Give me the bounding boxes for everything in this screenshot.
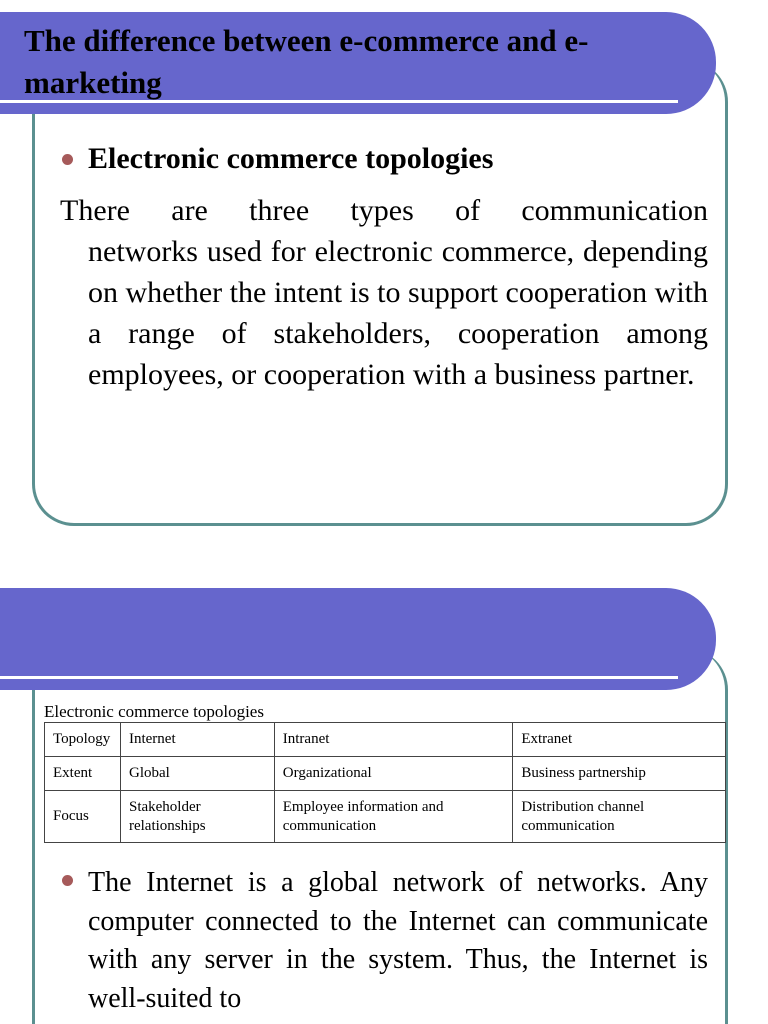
table-cell: Extranet [513, 723, 726, 757]
table-cell: Business partnership [513, 757, 726, 791]
table-cell: Stakeholder relationships [120, 791, 274, 843]
table-row [45, 723, 726, 757]
table-cell: Distribution channel communication [513, 791, 726, 843]
bullet-heading: Electronic commerce topologies [88, 142, 494, 175]
paragraph-text: networks used for electronic commerce, depending on whether the intent is to support cooperation with a range of stakeholders, cooperation among employees, or cooperation with a business partner. [88, 235, 708, 391]
table-cell: Employee information and communication [274, 791, 513, 843]
table-row [45, 757, 726, 791]
table-cell: Internet [120, 723, 274, 757]
table-cell: Organizational [274, 757, 513, 791]
paragraph-line: There are three types of communication [60, 194, 708, 227]
table-row [45, 791, 726, 843]
table-cell: Global [120, 757, 274, 791]
slide-2 [0, 588, 768, 1024]
topology-table [44, 722, 726, 843]
slide-title: The difference between e-commerce and e-marketing [24, 23, 589, 100]
title-bar [0, 588, 716, 690]
table-cell: Topology [45, 723, 121, 757]
body-paragraph: The Internet is a global network of networks. Any computer connected to the Internet can communicate with any server in the system. Thus, the Internet is well-suited to [88, 867, 708, 1014]
body-paragraph [60, 190, 708, 395]
bullet-icon [62, 154, 73, 165]
title-underline [0, 676, 678, 679]
bullet-icon [62, 875, 73, 886]
table-cell: Intranet [274, 723, 513, 757]
table-cell: Focus [45, 791, 121, 843]
table-cell: Extent [45, 757, 121, 791]
table-caption: Electronic commerce topologies [44, 702, 264, 721]
